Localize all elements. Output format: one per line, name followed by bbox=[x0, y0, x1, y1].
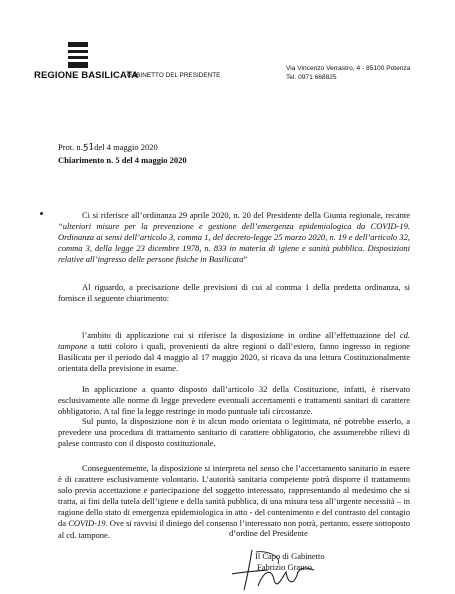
address-line: Via Vincenzo Verrastro, 4 - 85100 Potenza bbox=[286, 65, 411, 72]
protocol-prefix: Prot. n. bbox=[58, 142, 83, 152]
paragraph-1-intro: Ci si riferisce all’ordinanza 29 aprile 2020, n. 20 del Presidente della Giunta regionale, recante bbox=[82, 210, 410, 220]
paragraph-6-c: . Ove si ravvisi il diniego del consenso l’interessato non potrà, pertanto, essere sottoposto al cd. tampone. bbox=[58, 518, 410, 540]
paragraph-2: Al riguardo, a precisazione delle previsioni di cui al comma 1 della predetta ordinanza, si fornisce il seguente chiarimento: bbox=[58, 282, 410, 304]
paragraph-6-b: COVID-19 bbox=[68, 518, 106, 529]
margin-dot bbox=[40, 212, 43, 215]
paragraph-4: In applicazione a quanto disposto dall’articolo 32 della Costituzione, infatti, è riservato esclusivamente alle norme di legge prevedere eventuali accertamenti e trattamenti sanitari di carattere obbligatorio. A tal fine la legge restringe in modo puntuale tali circostanze. bbox=[58, 384, 410, 417]
signer-name: Fabrizio Grauso bbox=[257, 562, 313, 572]
paragraph-1-quote: “ulteriori misure per la prevenzione e gestione dell’emergenza epidemiologica da COVID-19. Ordinanza ai sensi dell’articolo 3, comma 1, del decreto-legge 25 marzo 2020, n. 19 e dell’articolo 32, comma 3, della legge 23 dicembre 1978, n. 833 in materia di igiene e sanità pubblica. Disposizioni relative all’ingresso delle persone fisiche in Basilicata bbox=[58, 221, 410, 265]
handwritten-signature bbox=[222, 540, 332, 594]
on-behalf-line: d’ordine del Presidente bbox=[229, 528, 308, 538]
paragraph-6-a: Conseguentemente, la disposizione si interpreta nel senso che l’accertamento sanitario in essere è di carattere esclusivamente volontario. L’autorità sanitaria competente potrà disporre il trattamento solo previa accettazione e partecipazione del soggetto interessato, rappresentando al medesimo che si tratta, ai fini della tutela dell’igiene e della sanità pubblica, di una misura tesa all’urgente necessità – in ragione dello stato di emergenza epidemiologica in atto - del contenimento e del contrasto del contagio da bbox=[58, 463, 410, 529]
paragraph-3-b: cd. tampone bbox=[58, 330, 410, 352]
clarification-title: Chiarimento n. 5 del 4 maggio 2020 bbox=[58, 155, 187, 165]
protocol-line bbox=[58, 142, 158, 153]
paragraph-3-c: a tutti coloro i quali, provenienti da altre regioni o dall’estero, fanno ingresso in regione Basilicata per il periodo dal 4 maggio al 17 maggio 2020, si ricava da una lettura Costituzionalmente orientata della previsione in esame. bbox=[58, 341, 410, 374]
organization-name: REGIONE BASILICATA bbox=[34, 70, 139, 81]
address-block bbox=[286, 64, 410, 82]
paragraph-3-a: l’ambito di applicazione cui si riferisce la disposizione in ordine all’effettuazione del bbox=[82, 330, 400, 340]
signer-title: Il Capo di Gabinetto bbox=[255, 551, 325, 561]
paragraph-5: Sul punto, la disposizione non è in alcun modo orientata o legittimata, né potrebbe esserlo, a prevedere una procedura di trattamento sanitario di carattere obbligatorio, che assumerebbe rilievi di palese contrasto con il disposto costituzionale. bbox=[58, 416, 410, 449]
regione-basilicata-logo bbox=[68, 42, 88, 68]
paragraph-3 bbox=[58, 330, 410, 374]
protocol-number: 51 bbox=[82, 142, 96, 154]
office-name: GABINETTO DEL PRESIDENTE bbox=[127, 72, 221, 79]
phone-line: Tel. 0971 668825 bbox=[286, 74, 337, 81]
protocol-date: del 4 maggio 2020 bbox=[94, 142, 158, 152]
paragraph-1-end: ” bbox=[243, 254, 248, 265]
paragraph-1 bbox=[58, 210, 410, 265]
